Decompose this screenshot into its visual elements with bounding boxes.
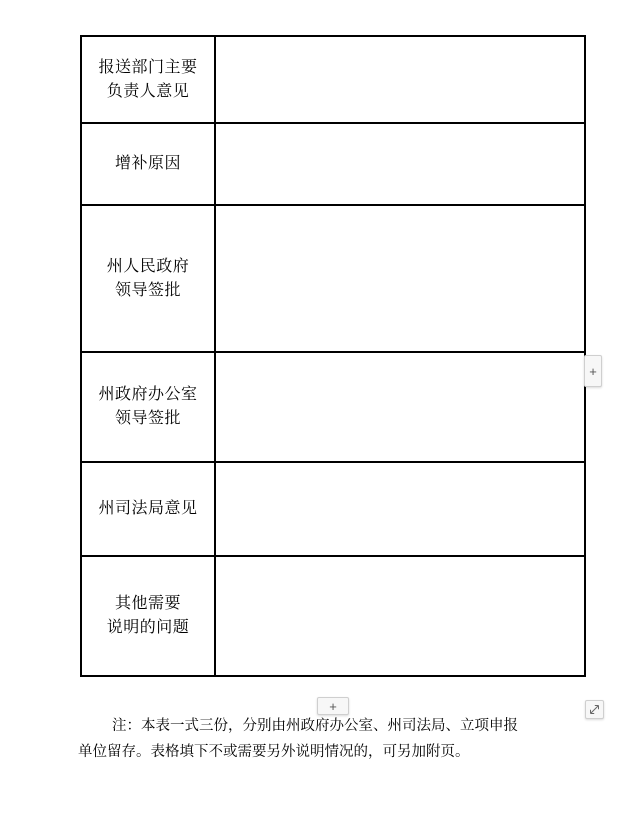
footnote-text-2: 单位留存。表格填下不或需要另外说明情况的，可另加附页。 (78, 744, 470, 760)
row-label-other-issues (81, 556, 215, 676)
table-row (81, 205, 585, 352)
row-value-prefecture-government-leader-approval[interactable] (215, 205, 585, 352)
label-line: 说明的问题 (106, 619, 190, 636)
row-label-reporting-dept-head-opinion (81, 36, 215, 123)
resize-arrow-icon (589, 704, 600, 715)
table-row (81, 36, 585, 123)
row-label-government-office-leader-approval (81, 352, 215, 462)
label-line: 负责人意见 (106, 82, 190, 100)
row-label-supplement-reason (81, 123, 215, 205)
row-value-reporting-dept-head-opinion[interactable] (215, 36, 585, 123)
table-row (81, 556, 585, 676)
row-value-justice-bureau-opinion[interactable] (215, 462, 585, 556)
footnote-line-1 (78, 713, 558, 739)
label-line: 增补原因 (114, 155, 181, 172)
footnote-line-2 (78, 739, 558, 765)
label-line: 领导签批 (114, 281, 181, 299)
approval-form-table (80, 35, 586, 677)
add-column-button[interactable]: + (584, 355, 602, 387)
row-value-government-office-leader-approval[interactable] (215, 352, 585, 462)
label-line: 报送部门主要 (98, 58, 198, 76)
label-line: 其他需要 (114, 595, 181, 612)
row-label-justice-bureau-opinion (81, 462, 215, 556)
table-body (81, 36, 585, 676)
label-line: 州政府办公室 (98, 386, 198, 403)
label-line: 州司法局意见 (98, 500, 198, 517)
footnote-text-1: 注：本表一式三份，分别由州政府办公室、州司法局、立项申报 (112, 718, 518, 734)
row-label-prefecture-government-leader-approval (81, 205, 215, 352)
form-table-container (80, 35, 584, 677)
row-value-supplement-reason[interactable] (215, 123, 585, 205)
label-line: 领导签批 (114, 410, 181, 427)
label-line: 州人民政府 (106, 257, 190, 275)
row-value-other-issues[interactable] (215, 556, 585, 676)
table-row (81, 352, 585, 462)
table-row (81, 123, 585, 205)
table-resize-grip[interactable] (585, 700, 604, 719)
table-row (81, 462, 585, 556)
form-footnote (78, 713, 558, 765)
add-row-button[interactable]: + (317, 697, 349, 715)
